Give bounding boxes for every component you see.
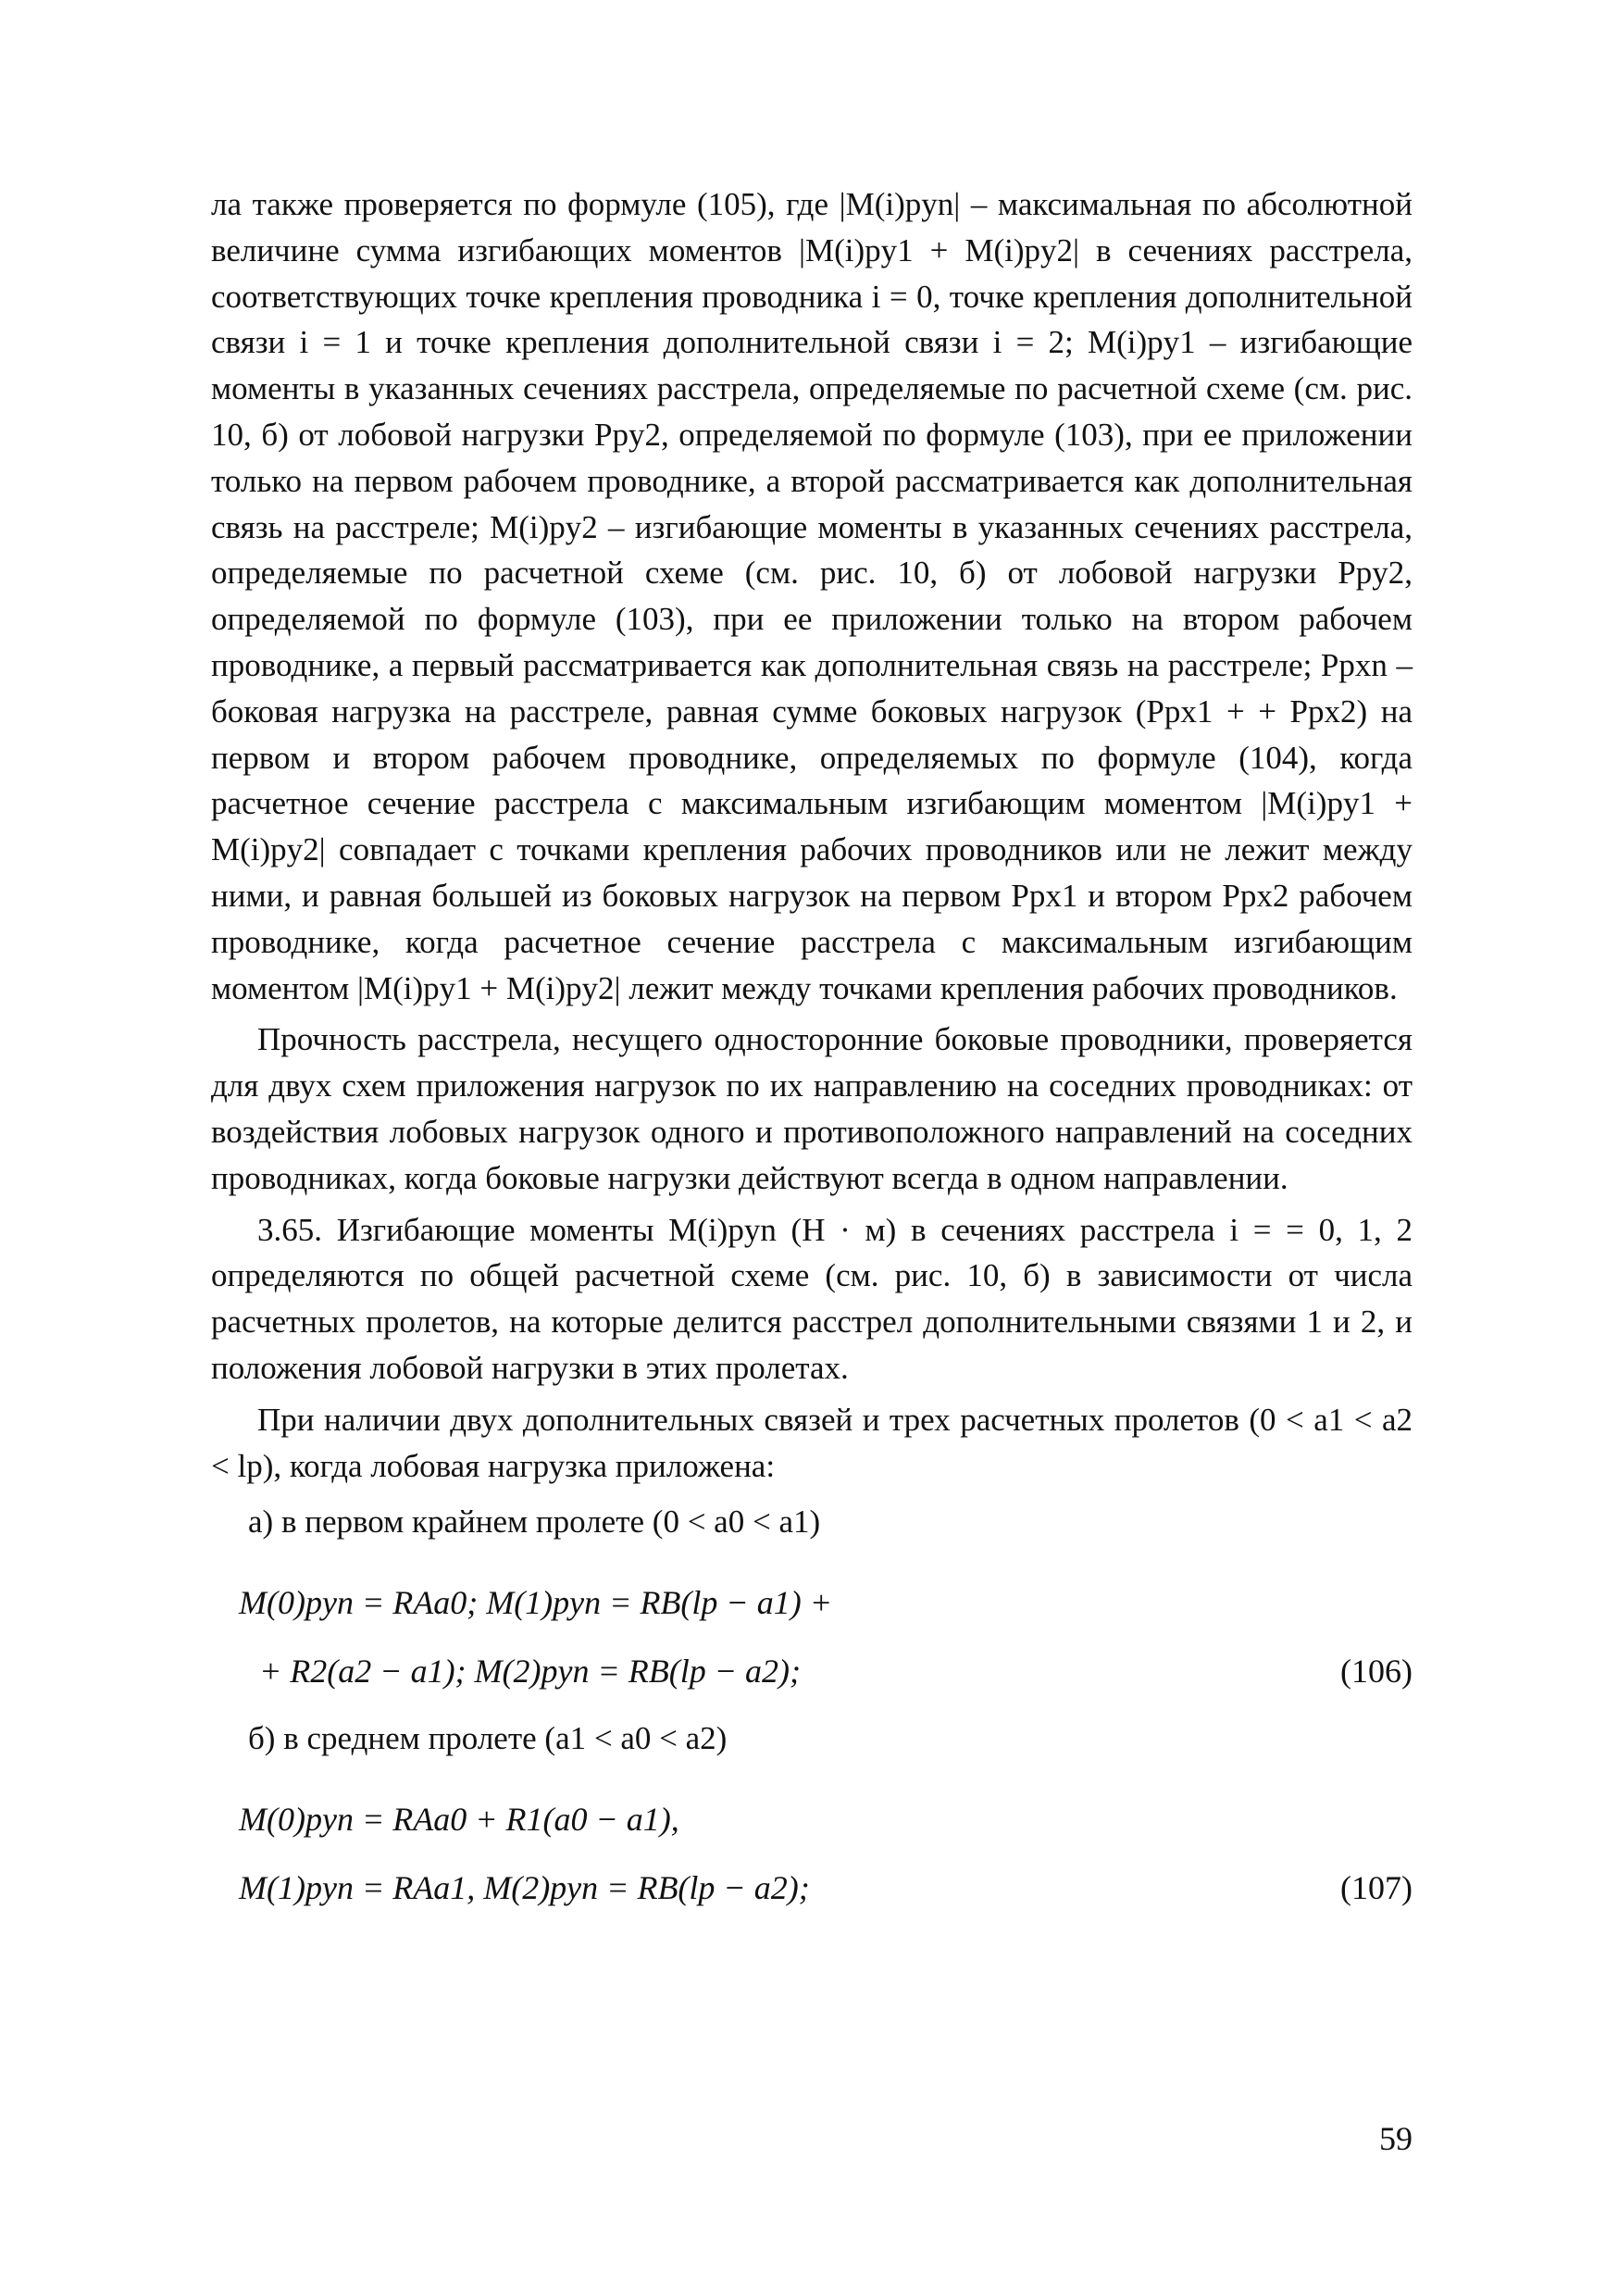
equation-106-number: (106) (1340, 1653, 1413, 1691)
equation-107-number: (107) (1340, 1869, 1413, 1907)
paragraph-one-sided-guides: Прочность расстрела, несущего односторонние боковые проводники, проверяется для двух схем приложения нагрузок по их направлению на соседних проводниках: от воздействия лобовых нагрузок одного и противоположного направлений на соседних проводниках, когда боковые нагрузки действуют всегда в одном направлении. (211, 1021, 1413, 1196)
paragraph-two-extra-links: При наличии двух дополнительных связей и трех расчетных пролетов (0 < a1 < a2 < lp), когда лобовая нагрузка приложена: (211, 1401, 1413, 1484)
page-number: 59 (1379, 2120, 1413, 2157)
equation-107-line-2 (211, 1853, 1413, 1922)
equation-106-line-1 (211, 1568, 1413, 1637)
paragraph-section-3-65: 3.65. Изгибающие моменты M(i)pyn (Н · м) в сечениях расстрела i = = 0, 1, 2 определяются по общей расчетной схеме (см. рис. 10, б) в зависимости от числа расчетных пролетов, на которые делится расстрел дополнительными связями 1 и 2, и положения лобовой нагрузки в этих пролетах. (211, 1211, 1413, 1386)
equation-107-line-2-text: M(1)pyn = RAa1, M(2)pyn = RB(lp − a2); (239, 1869, 810, 1907)
text-column (211, 181, 1413, 1928)
equation-106-line-2 (211, 1637, 1413, 1705)
equation-107-line-1-text: M(0)pyn = RAa0 + R1(a0 − a1), (239, 1801, 679, 1839)
equation-106-line-2-text: + R2(a2 − a1); M(2)pyn = RB(lp − a2); (259, 1653, 802, 1691)
paragraph-strength-check-continued: ла также проверяется по формуле (105), где |M(i)pyn| – максимальная по абсолютной величине сумма изгибающих моментов |M(i)py1 + M(i)py2| в сечениях расстрела, соответствующих точке крепления проводника i = 0, точке крепления дополнительной связи i = 1 и точке крепления дополнительной связи i = 2; M(i)py1 – изгибающие моменты в указанных сечениях расстрела, определяемые по расчетной схеме (см. рис. 10, б) от лобовой нагрузки Ppy2, определяемой по формуле (103), при ее приложении только на первом рабочем проводнике, а второй рассматривается как дополнительная связь на расстреле; M(i)py2 – изгибающие моменты в указанных сечениях расстрела, определяемые по расчетной схеме (см. рис. 10, б) от лобовой нагрузки Ppy2, определяемой по формуле (103), при ее приложении только на втором рабочем проводнике, а первый рассматривается как дополнительная связь на расстреле; Ppxn – боковая нагрузка на расстреле, равная сумме боковых нагрузок (Ppx1 + + Ppx2) на первом и втором рабочем проводнике, определяемых по формуле (104), когда расчетное сечение расстрела с максимальным изгибающим моментом |M(i)py1 + M(i)py2| совпадает с точками крепления рабочих проводников или не лежит между ними, и равная большей из боковых нагрузок на первом Ppx1 и втором Ppx2 рабочем проводнике, когда расчетное сечение расстрела с максимальным изгибающим моментом |M(i)py1 + M(i)py2| лежит между точками крепления рабочих проводников. (211, 186, 1413, 1006)
equation-106 (211, 1568, 1413, 1705)
equation-107 (211, 1785, 1413, 1922)
equation-107-line-1 (211, 1785, 1413, 1853)
case-a-label: а) в первом крайнем пролете (0 < a0 < a1) (248, 1504, 821, 1541)
equation-106-line-1-text: M(0)pyn = RAa0; M(1)pyn = RB(lp − a1) + (239, 1584, 832, 1622)
case-b-label: б) в среднем пролете (a1 < a0 < a2) (248, 1720, 728, 1757)
